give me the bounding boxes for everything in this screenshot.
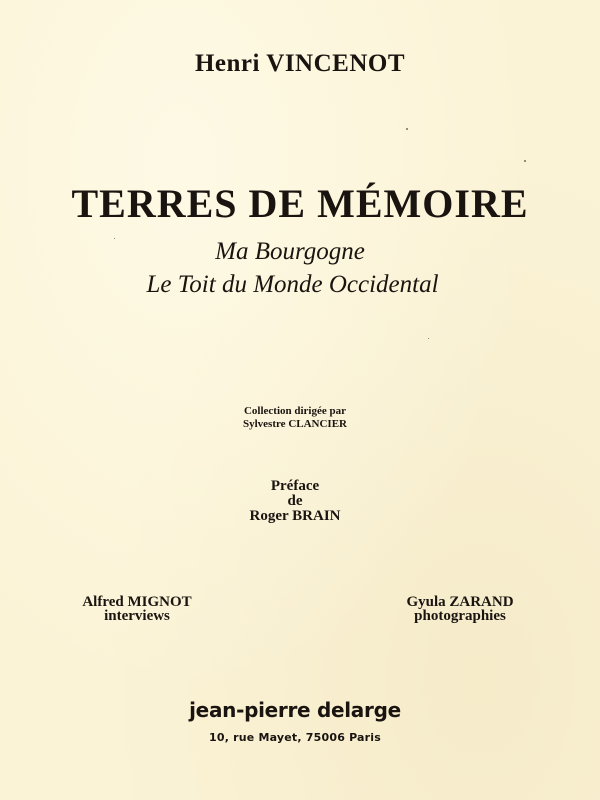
preface-author: Roger BRAIN <box>249 508 341 524</box>
paper-speck <box>114 238 115 239</box>
collection-label: Collection dirigée par <box>243 405 347 417</box>
credit-interviews-name: Alfred MIGNOT <box>82 594 192 610</box>
paper-speck <box>428 338 429 339</box>
publisher-name: jean-pierre delarge <box>189 698 401 722</box>
preface-label: Préface <box>270 478 320 494</box>
credit-interviews <box>62 595 212 623</box>
credit-photographies <box>380 595 540 623</box>
credit-photographies-role: photographies <box>414 608 506 624</box>
collection-editor: Sylvestre CLANCIER <box>243 418 347 430</box>
preface-connector: de <box>287 493 303 509</box>
preface-credit <box>0 479 590 524</box>
credit-photographies-name: Gyula ZARAND <box>406 594 514 610</box>
author-name: Henri VINCENOT <box>194 50 406 77</box>
paper-speck <box>406 128 408 130</box>
credit-interviews-role: interviews <box>104 608 170 624</box>
book-title: TERRES DE MÉMOIRE <box>71 181 529 226</box>
paper-speck <box>524 160 526 162</box>
subtitle-1: Ma Bourgogne <box>215 238 365 265</box>
publisher-address: 10, rue Mayet, 75006 Paris <box>208 731 382 744</box>
collection-credit <box>0 405 590 431</box>
subtitle-2: Le Toit du Monde Occidental <box>146 271 439 298</box>
